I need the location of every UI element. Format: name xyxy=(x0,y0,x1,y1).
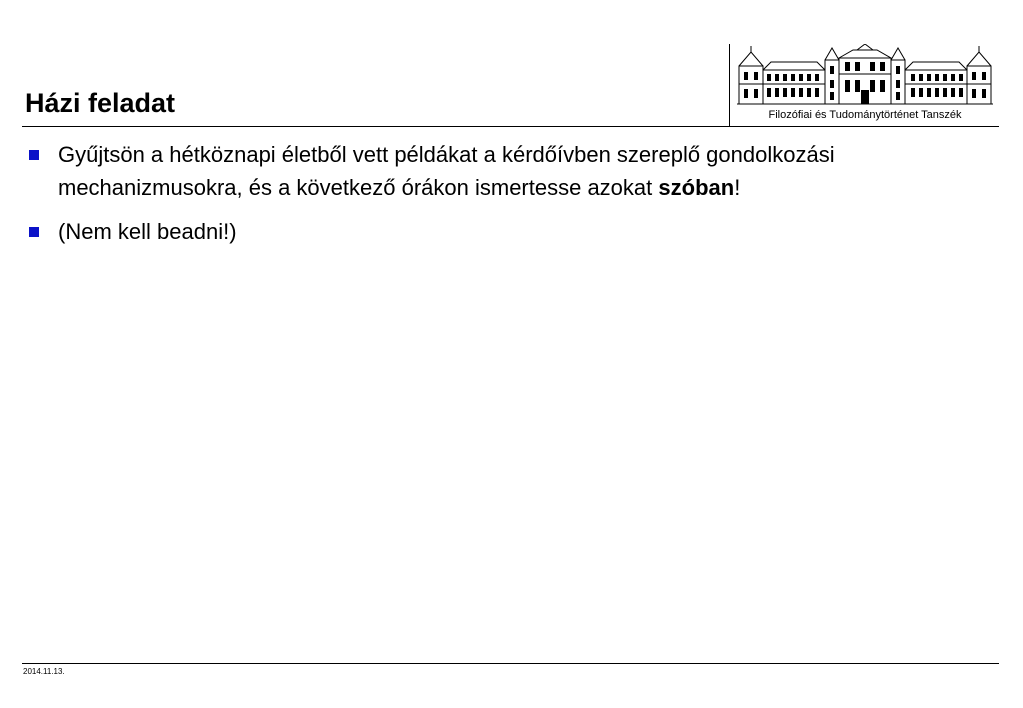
header-divider xyxy=(22,126,999,127)
bullet-list xyxy=(26,138,998,259)
footer-date: 2014.11.13. xyxy=(23,667,65,676)
bullet-text xyxy=(58,138,998,204)
bullet-text-main: Gyűjtsön a hétköznapi életből vett példákat a kérdőívben szereplő gondolkozási mechanizmusokra, és a következő órákon ismertesse azokat xyxy=(58,142,835,200)
bullet-text-emphasis: szóban xyxy=(658,175,735,200)
page-title: Házi feladat xyxy=(25,88,176,118)
bullet-text-end: ! xyxy=(734,175,741,200)
department-name: Filozófiai és Tudománytörténet Tanszék xyxy=(768,109,962,121)
bullet-text: (Nem kell beadni!) xyxy=(58,219,237,244)
square-bullet-icon xyxy=(29,227,39,237)
footer-divider xyxy=(22,663,999,664)
logo-area xyxy=(729,44,1000,126)
university-building-logo-icon xyxy=(735,44,997,106)
list-item xyxy=(26,138,998,204)
square-bullet-icon xyxy=(29,150,39,160)
list-item xyxy=(26,215,998,248)
